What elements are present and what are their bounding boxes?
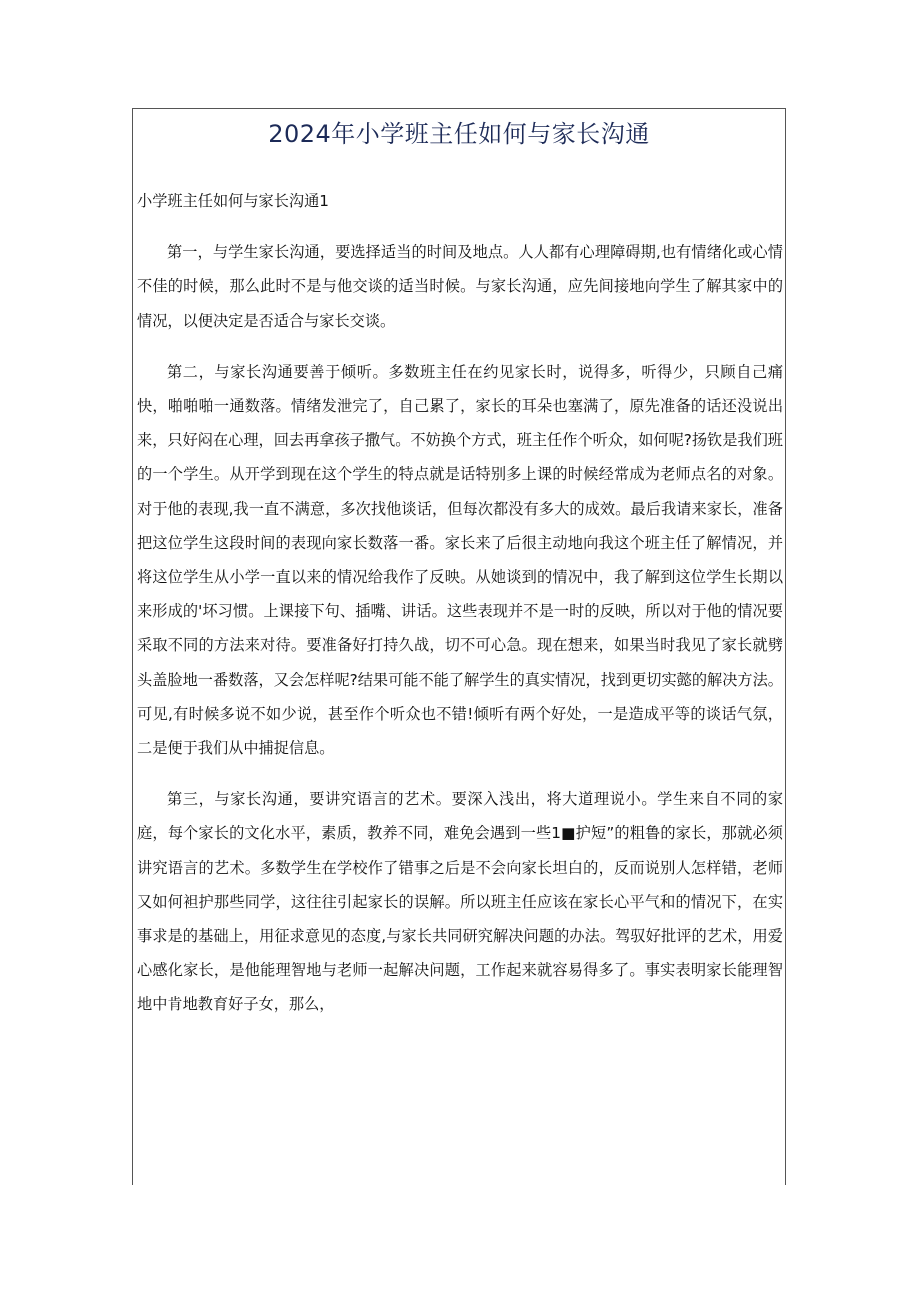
paragraph-1: 第一，与学生家长沟通，要选择适当的时间及地点。人人都有心理障碍期,也有情绪化或心情不佳的时候，那么此时不是与他交谈的适当时候。与家长沟通，应先间接地向学生了解其家中的情况，以便决定是否适合与家长交谈。 [137,243,783,330]
section-subtitle: 小学班主任如何与家长沟通1 [137,192,329,210]
paragraph-2: 第二，与家长沟通要善于倾听。多数班主任在约见家长时，说得多，听得少，只顾自己痛快，啪啪啪一通数落。情绪发泄完了，自己累了，家长的耳朵也塞满了，原先准备的话还没说出来，只好闷在心理，回去再拿孩子撒气。不妨换个方式，班主任作个听众，如何呢?扬钦是我们班的一个学生。从开学到现在这个学生的特点就是话特别多上课的时候经常成为老师点名的对象。对于他的表现,我一直不满意，多次找他谈话，但每次都没有多大的成效。最后我请来家长，准备把这位学生这段时间的表现向家长数落一番。家长来了后很主动地向我这个班主任了解情况，并将这位学生从小学一直以来的情况给我作了反映。从她谈到的情况中，我了解到这位学生长期以来形成的'坏习惯。上课接下句、插嘴、讲话。这些表现并不是一时的反映，所以对于他的情况要采取不同的方法来对待。要准备好打持久战，切不可心急。现在想来，如果当时我见了家长就劈头盖脸地一番数落，又会怎样呢?结果可能不能了解学生的真实情况，找到更切实懿的解决方法。可见,有时候多说不如少说，甚至作个听众也不错!倾听有两个好处，一是造成平等的谈话气氛，二是便于我们从中捕捉信息。 [137,362,783,758]
document-title: 2024年小学班主任如何与家长沟通 [268,120,650,148]
paragraph-3: 第三，与家长沟通，要讲究语言的艺术。要深入浅出，将大道理说小。学生来自不同的家庭，每个家长的文化水平，素质，教养不同，难免会遇到一些1■护短”的粗鲁的家长，那就必须讲究语言的艺术。多数学生在学校作了错事之后是不会向家长坦白的，反而说别人怎样错，老师又如何袒护那些同学，这往往引起家长的误解。所以班主任应该在家长心平气和的情况下，在实事求是的基础上，用征求意见的态度,与家长共同研究解决问题的办法。驾驭好批评的艺术，用爱心感化家长，是他能理智地与老师一起解决问题，工作起来就容易得多了。事实表明家长能理智地中肯地教育好子女，那么， [137,790,783,1014]
page-bottom-margin [0,1185,920,1301]
document-body [137,184,783,1039]
